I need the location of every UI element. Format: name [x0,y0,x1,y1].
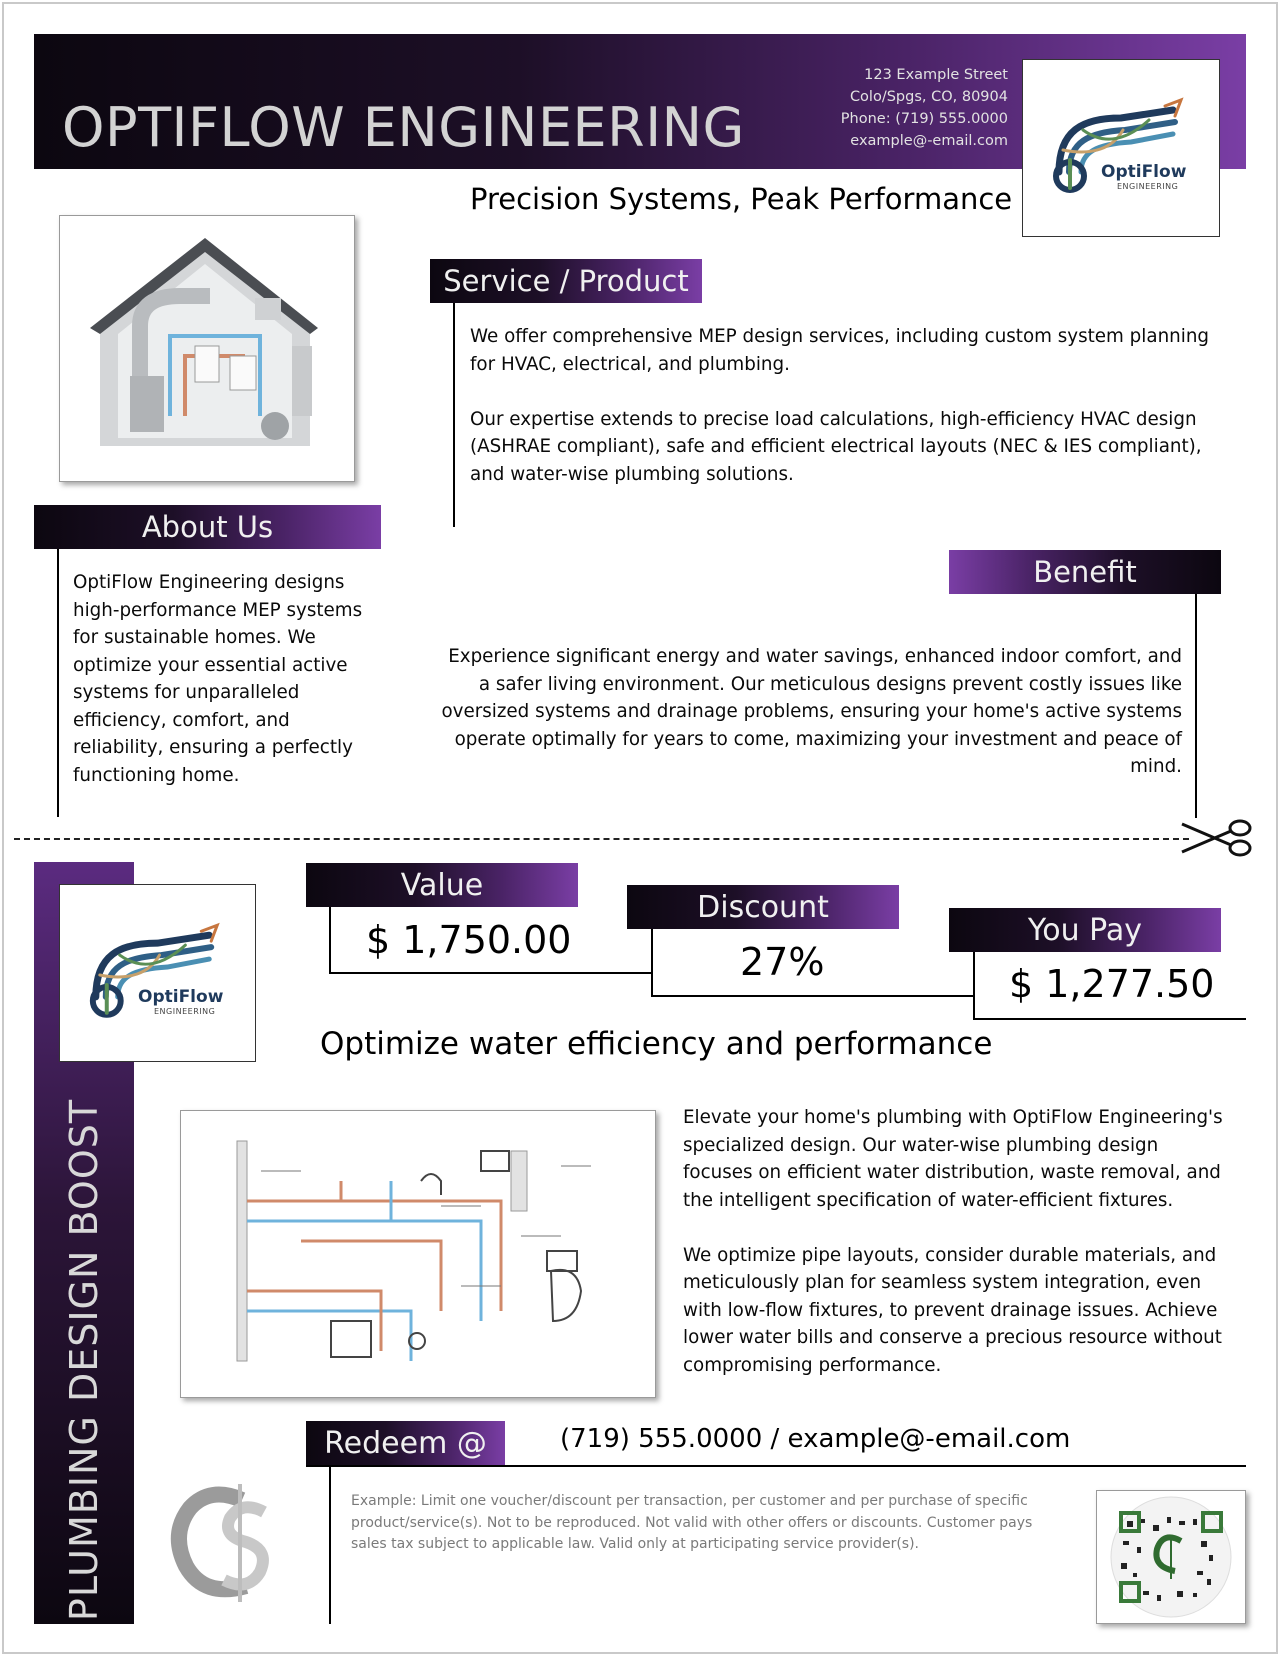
benefit-rule [1195,594,1197,818]
redeem-rule-v [329,1465,331,1624]
email[interactable]: example@-email.com [850,133,1008,149]
value-heading [306,863,578,907]
qr-code-icon [1097,1491,1245,1623]
address-line1: 123 Example Street [864,67,1008,83]
redeem-label: Redeem @ [324,1425,487,1461]
about-heading-text: About Us [141,510,274,544]
plumbing-diagram [180,1110,656,1398]
discount-amount: 27% [740,940,825,984]
company-logo [1022,59,1220,237]
offer-text [683,1104,1231,1379]
service-text [470,323,1226,488]
pay-label: You Pay [1027,912,1143,948]
logo-name-2: OptiFlow [138,987,224,1007]
logo-sub-2: ENGINEERING [154,1007,216,1016]
coupon-sidebar-title: PLUMBING DESIGN BOOST [62,1098,106,1622]
disclaimer: Example: Limit one voucher/discount per transaction, per customer and per purchase of specific product/service(s). Not to be reproduced. Not valid with other offers or discounts. Customer pays sales tax subject to applicable law. Valid only at participating service provider(s). [351,1493,1033,1552]
service-rule [453,303,455,527]
service-paragraph-2: Our expertise extends to precise load calculations, high-efficiency HVAC design (ASHRAE compliant), safe and efficient electrical layouts (NEC & IES compliant), and water-wise plumbing solutions. [470,408,1202,485]
benefit-text: Experience significant energy and water savings, enhanced indoor comfort, and a safer living environment. Our meticulous designs prevent costly issues like oversized systems and drainage problems, ensuring your home's active systems operate optimally for years to come, maximizing your investment and peace of mind. [441,646,1182,777]
service-heading-text: Service / Product [443,264,689,298]
offer-title: Optimize water efficiency and performance [320,1026,993,1062]
pay-amount: $ 1,277.50 [1009,962,1215,1006]
discount-label: Discount [697,889,829,925]
value-rule-h [329,972,651,974]
redeem-heading [306,1421,505,1465]
plumbing-schematic-image [181,1111,655,1397]
header-contact [780,64,1008,152]
discount-heading [627,885,899,929]
coupon-logo [59,884,256,1062]
discount-rule-h [651,995,973,997]
pay-rule-v [973,952,975,1020]
cut-line [14,838,1189,840]
logo-pipes-icon-2 [60,885,255,1061]
logo-pipes-icon [1023,60,1219,236]
benefit-heading [949,550,1221,594]
pay-heading [949,908,1221,952]
scissors-icon [1178,816,1254,860]
address-line2: Colo/Spgs, CO, 80904 [849,89,1008,105]
house-cutaway-image [60,216,354,481]
benefit-heading-text: Benefit [1033,555,1137,589]
about-text: OptiFlow Engineering designs high-performance MEP systems for sustainable homes. We optimize your essential active systems for unparalleled efficiency, comfort, and reliability, ensuring a perfectly functioning home. [73,572,363,786]
company-name: OPTIFLOW ENGINEERING [62,96,745,159]
offer-paragraph-1: Elevate your home's plumbing with OptiFlow Engineering's specialized design. Our water-wise plumbing design focuses on efficient water distribution, waste removal, and the intelligent specification of water-efficient fixtures. [683,1107,1223,1211]
service-heading [430,259,702,303]
about-rule [57,549,59,817]
house-illustration [59,215,355,482]
qr-code[interactable] [1096,1490,1246,1624]
logo-sub: ENGINEERING [1117,182,1179,191]
tagline: Precision Systems, Peak Performance [470,182,1013,216]
value-rule-v [329,907,331,974]
cs-monogram-icon [160,1478,300,1606]
redeem-rule-h [306,1465,1246,1467]
logo-name: OptiFlow [1101,162,1187,182]
offer-paragraph-2: We optimize pipe layouts, consider durable materials, and meticulously plan for seamless system integration, even with low-flow fixtures, to prevent drainage issues. Achieve lower water bills and conserve a precious resource without compromising performance. [683,1244,1222,1376]
value-label: Value [400,867,484,903]
pay-rule-h [973,1018,1246,1020]
redeem-contact[interactable]: (719) 555.0000 / example@-email.com [560,1424,1071,1454]
discount-rule-v [651,929,653,997]
phone[interactable]: Phone: (719) 555.0000 [840,111,1008,127]
service-paragraph-1: We offer comprehensive MEP design services, including custom system planning for HVAC, electrical, and plumbing. [470,326,1210,375]
about-heading [34,505,381,549]
value-amount: $ 1,750.00 [366,918,572,962]
